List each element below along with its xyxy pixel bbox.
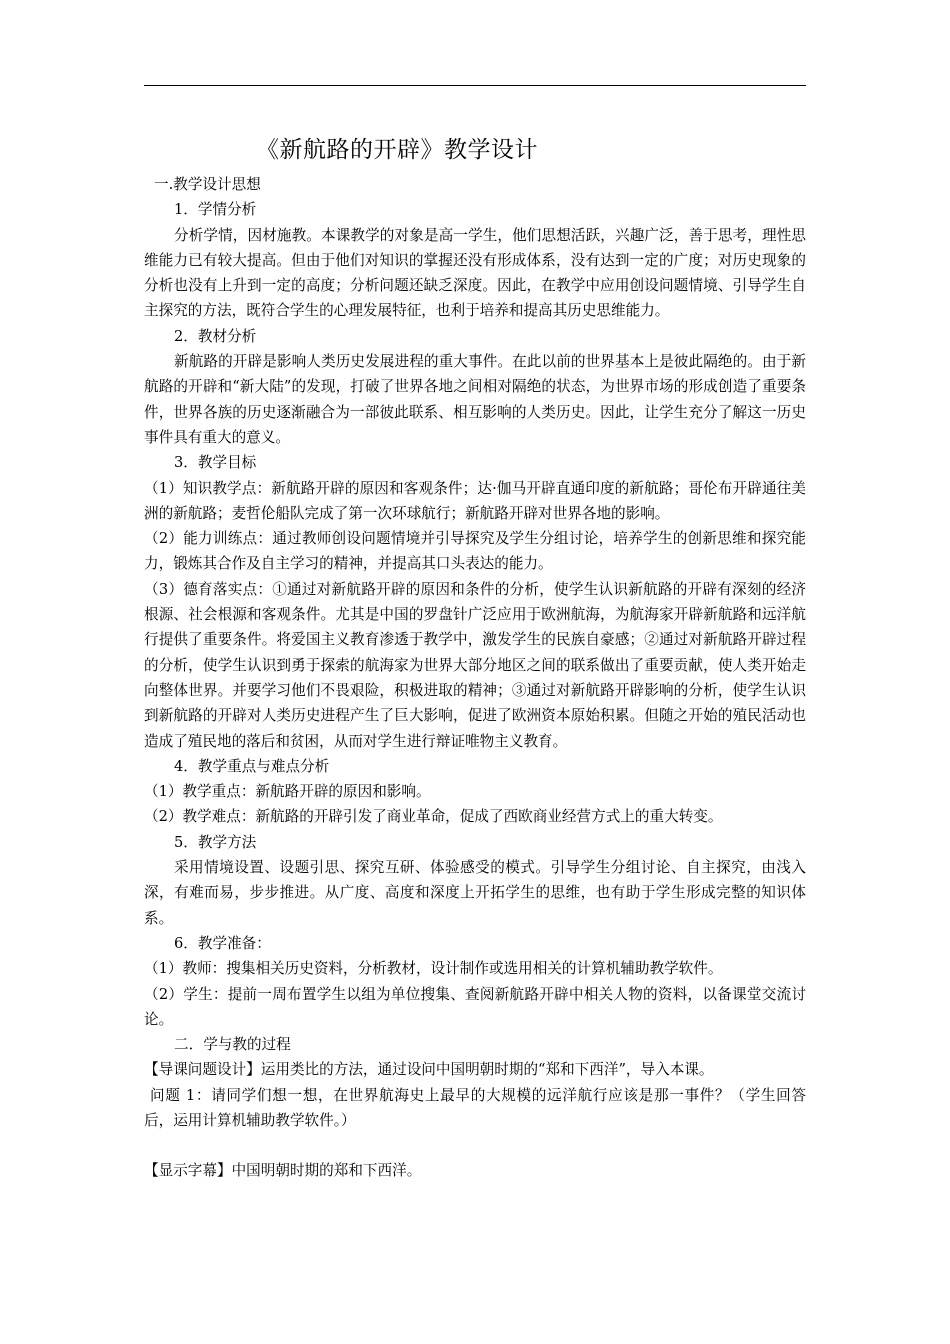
paragraph-h4: 4．教学重点与难点分析 (174, 757, 330, 775)
paragraph-p11: 【导课问题设计】运用类比的方法，通过设问中国明朝时期的“郑和下西洋”，导入本课。 (144, 1061, 714, 1079)
document-title: 《新航路的开辟》教学设计 (256, 137, 538, 163)
paragraph-h2: 2．教材分析 (174, 327, 257, 345)
paragraph-h5: 5．教学方法 (174, 833, 257, 851)
paragraph-p12: 问题 1：请同学们想一想，在世界航海史上最早的大规模的远洋航行应该是那一事件？（学生回答后，运用计算机辅助教学软件。） (144, 1086, 806, 1129)
paragraph-sec2: 二．学与教的过程 (174, 1036, 291, 1054)
paragraph-p5: （3）德育落实点：①通过对新航路开辟的原因和条件的分析，使学生认识新航路的开辟有深刻的经济根源、社会根源和客观条件。尤其是中国的罗盘针广泛应用于欧洲航海，为航海家开辟新航路和远洋航行提供了重要条件。将爱国主义教育渗透于教学中，激发学生的民族自豪感；②通过对新航路开辟过程的分析，使学生认识到勇于探索的航海家为世界大部分地区之间的联系做出了重要贡献，使人类开始走向整体世界。并要学习他们不畏艰险，积极进取的精神；③通过对新航路开辟影响的分析，使学生认识到新航路的开辟对人类历史进程产生了巨大影响，促进了欧洲资本原始积累。但随之开始的殖民活动也造成了殖民地的落后和贫困，从而对学生进行辩证唯物主义教育。 (144, 580, 806, 750)
paragraph-h3: 3．教学目标 (174, 454, 257, 472)
paragraph-h1: 1．学情分析 (174, 201, 257, 219)
paragraph-p8: 采用情境设置、设题引思、探究互研、体验感受的模式。引导学生分组讨论、自主探究，由浅入深，有难而易，步步推进。从广度、高度和深度上开拓学生的思维，也有助于学生形成完整的知识体系。 (144, 859, 806, 927)
paragraph-p7: （2）教学难点：新航路的开辟引发了商业革命，促成了西欧商业经营方式上的重大转变。 (144, 808, 723, 826)
paragraph-p9: （1）教师：搜集相关历史资料，分析教材，设计制作或选用相关的计算机辅助教学软件。 (144, 960, 723, 978)
paragraph-p3: （1）知识教学点：新航路开辟的原因和客观条件；达·伽马开辟直通印度的新航路；哥伦布开辟通往美洲的新航路；麦哲伦船队完成了第一次环球航行；新航路开辟对世界各地的影响。 (144, 479, 806, 522)
paragraph-p1: 分析学情，因材施教。本课教学的对象是高一学生，他们思想活跃，兴趣广泛，善于思考，理性思维能力已有较大提高。但由于他们对知识的掌握还没有形成体系，没有达到一定的广度；对历史现象的分析也没有上升到一定的高度；分析问题还缺乏深度。因此，在教学中应用创设问题情境、引导学生自主探究的方法，既符合学生的心理发展特征，也利于培养和提高其历史思维能力。 (144, 226, 806, 320)
paragraph-p13: 【显示字幕】中国明朝时期的郑和下西洋。 (144, 1162, 422, 1180)
paragraph-p6: （1）教学重点：新航路开辟的原因和影响。 (144, 783, 431, 801)
paragraph-p4: （2）能力训练点：通过教师创设问题情境并引导探究及学生分组讨论，培养学生的创新思维和探究能力，锻炼其合作及自主学习的精神，并提高其口头表达的能力。 (144, 530, 806, 573)
paragraph-gap (144, 1133, 806, 1158)
paragraph-p2: 新航路的开辟是影响人类历史发展进程的重大事件。在此以前的世界基本上是彼此隔绝的。由于新航路的开辟和“新大陆”的发现，打破了世界各地之间相对隔绝的状态，为世界市场的形成创造了重要条件，世界各族的历史逐渐融合为一部彼此联系、相互影响的人类历史。因此，让学生充分了解这一历史事件具有重大的意义。 (144, 353, 806, 446)
document-body (144, 172, 806, 1184)
header-rule (144, 85, 806, 86)
paragraph-sec1: 一.教学设计思想 (154, 176, 261, 193)
paragraph-h6: 6．教学准备： (174, 934, 271, 952)
paragraph-p10: （2）学生：提前一周布置学生以组为单位搜集、查阅新航路开辟中相关人物的资料，以备课堂交流讨论。 (144, 985, 806, 1028)
